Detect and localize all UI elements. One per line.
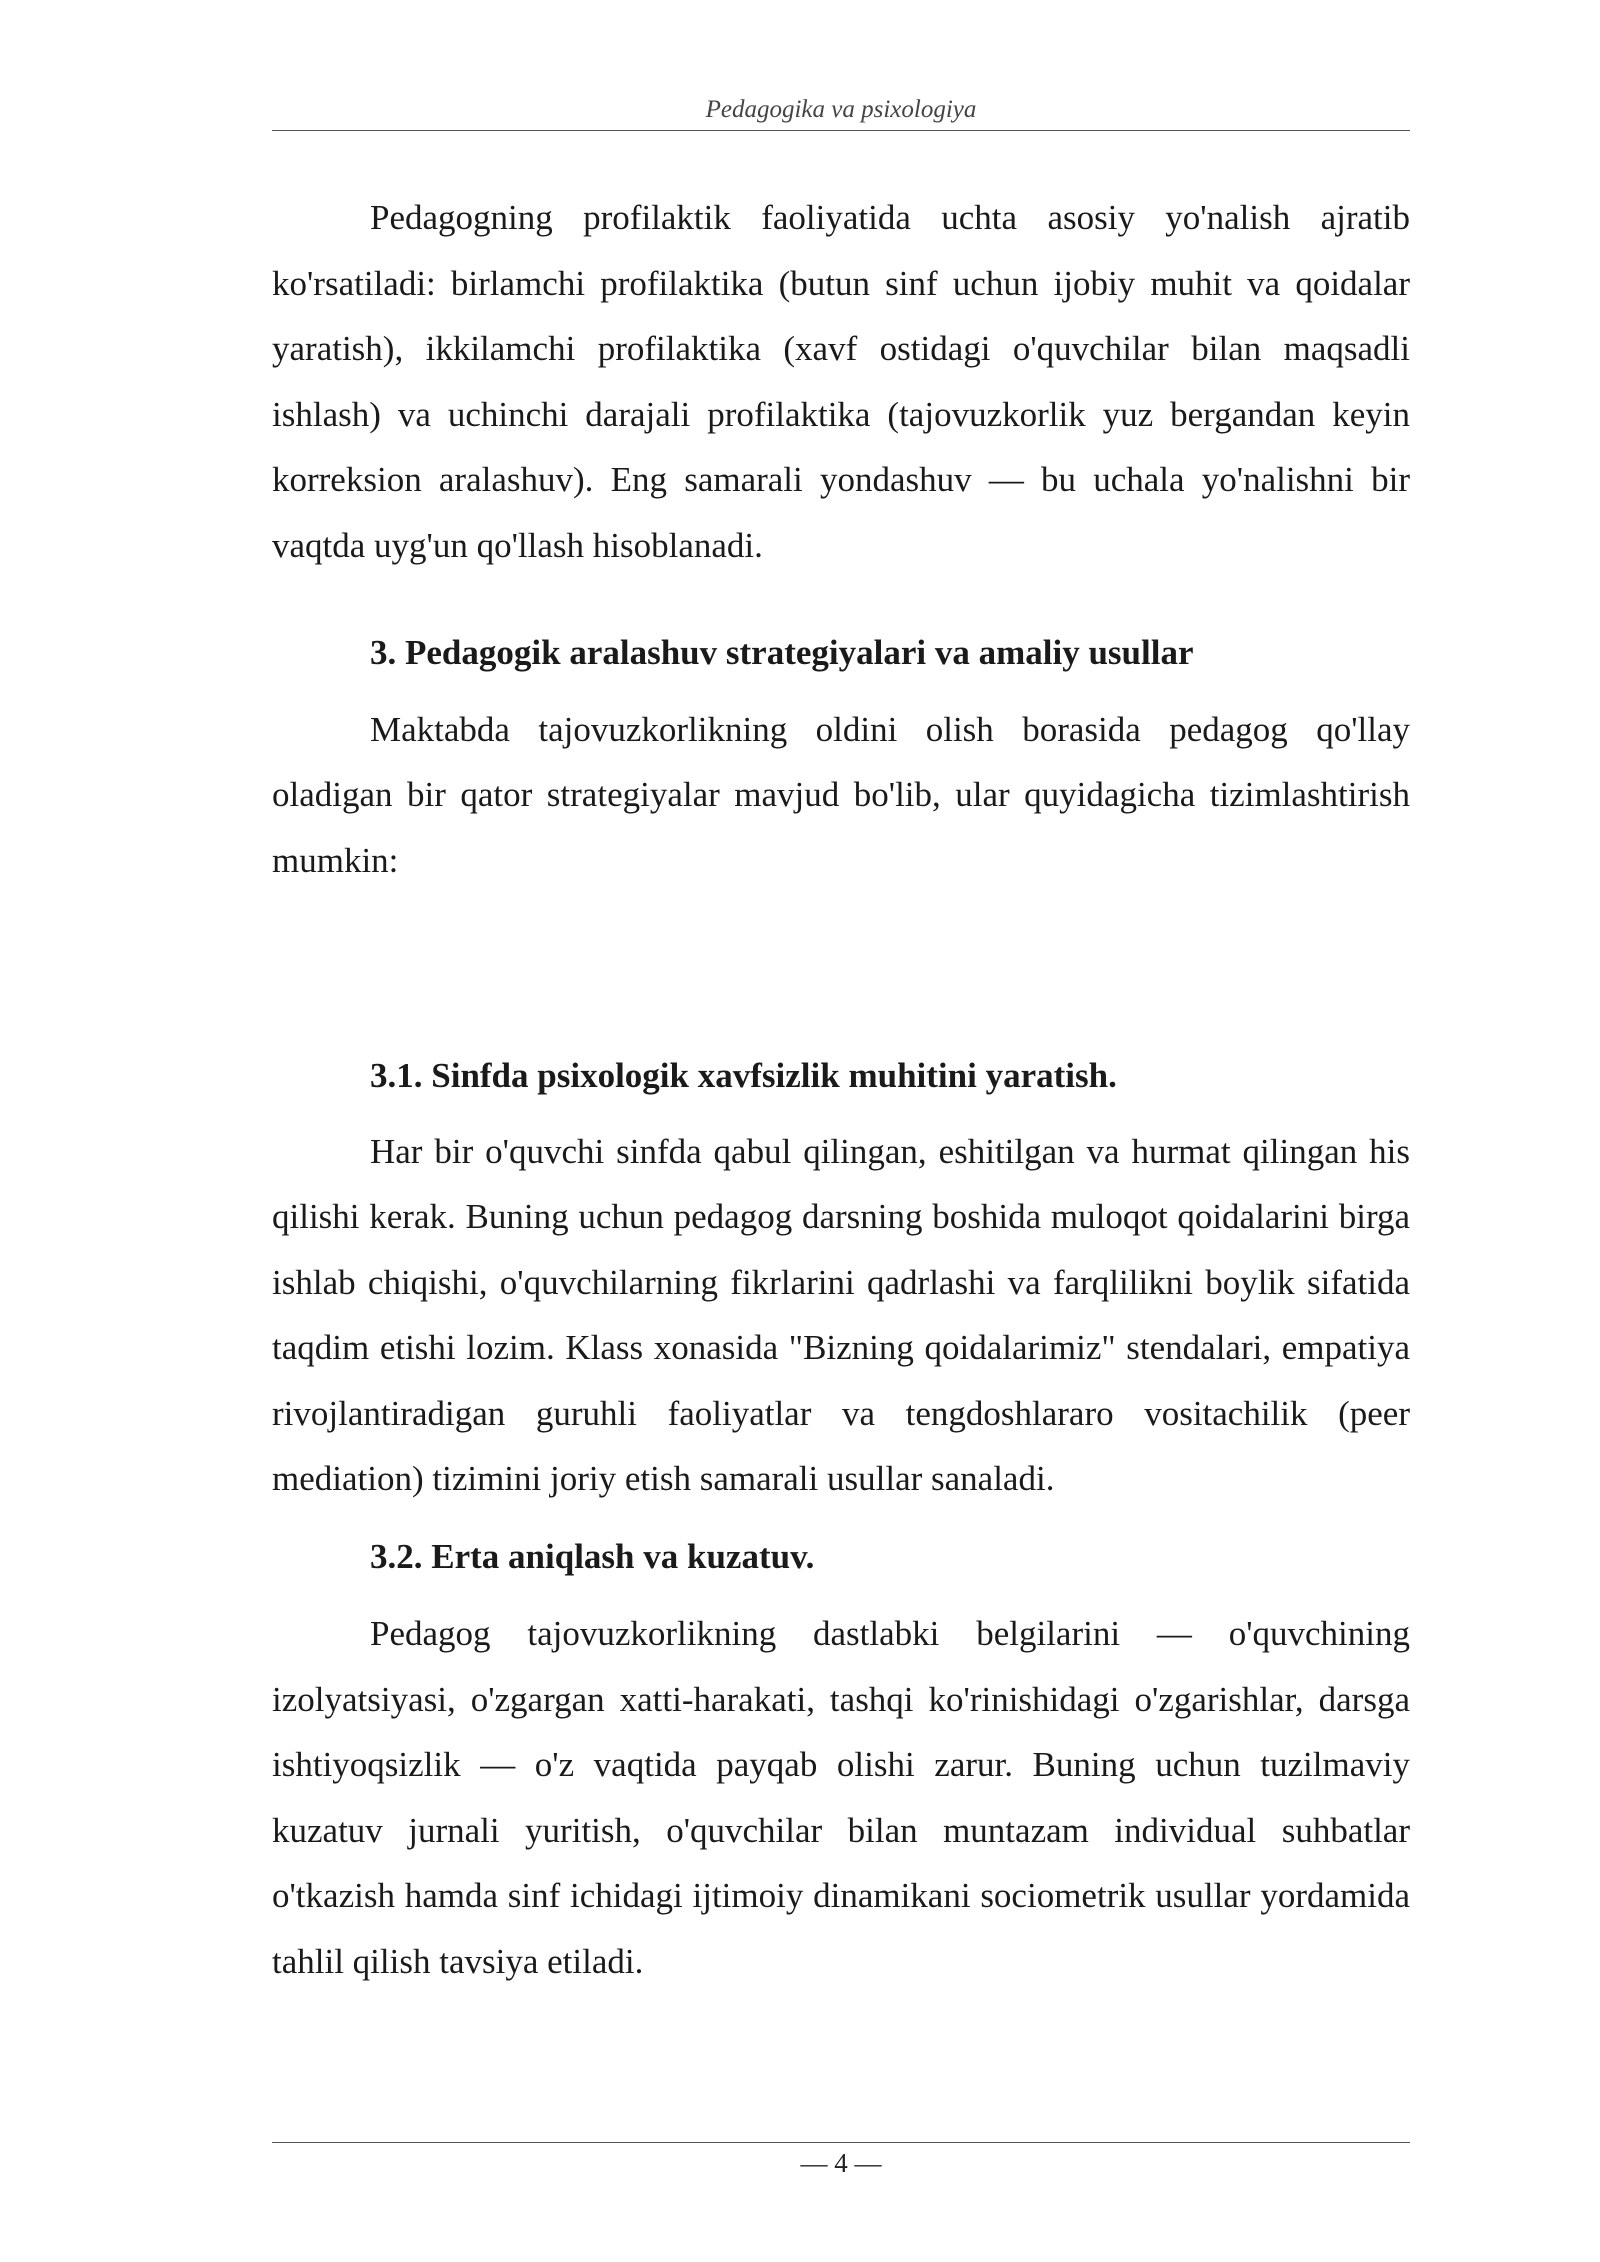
page-body	[272, 185, 1410, 1994]
section-3-1-heading: 3.1. Sinfda psixologik xavfsizlik muhitini yaratish.	[370, 1056, 1117, 1095]
footer-divider	[272, 2142, 1410, 2143]
running-header: Pedagogika va psixologiya	[705, 96, 977, 123]
header-divider	[272, 130, 1410, 131]
paragraph-safe-environment: Har bir o'quvchi sinfda qabul qilingan, eshitilgan va hurmat qilingan his qilishi kerak. Buning uchun pedagog darsning boshida muloqot qoidalarini birga ishlab chiqishi, o'quvchilarning fikrlarini qadrlashi va farqlilikni boylik sifatida taqdim etishi lozim. Klass xonasida "Bizning qoidalarimiz" stendalari, empatiya rivojlantiradigan guruhli faoliyatlar va tengdoshlararo vositachilik (peer mediation) tizimini joriy etish samarali usullar sanaladi.	[272, 1131, 1410, 1498]
paragraph-strategies-intro: Maktabda tajovuzkorlikning oldini olish borasida pedagog qo'llay oladigan bir qator strategiyalar mavjud bo'lib, ular quyidagicha tizimlashtirish mumkin:	[272, 709, 1410, 880]
page-number: — 4 —	[800, 2148, 882, 2178]
section-3-2-heading: 3.2. Erta aniqlash va kuzatuv.	[370, 1536, 815, 1576]
paragraph-early-detection: Pedagog tajovuzkorlikning dastlabki belgilarini — o'quvchining izolyatsiyasi, o'zgargan xatti-harakati, tashqi ko'rinishidagi o'zgarishlar, darsga ishtiyoqsizlik — o'z vaqtida payqab olishi zarur. Buning uchun tuzilmaviy kuzatuv jurnali yuritish, o'quvchilar bilan muntazam individual suhbatlar o'tkazish hamda sinf ichidagi ijtimoiy dinamikani sociometrik usullar yordamida tahlil qilish tavsiya etiladi.	[272, 1614, 1410, 1981]
section-3-heading: 3. Pedagogik aralashuv strategiyalari va amaliy usullar	[370, 633, 1194, 672]
paragraph-prophylaxis: Pedagogning profilaktik faoliyatida uchta asosiy yo'nalish ajratib ko'rsatiladi: birlamchi profilaktika (butun sinf uchun ijobiy muhit va qoidalar yaratish), ikkilamchi profilaktika (xavf ostidagi o'quvchilar bilan maqsadli ishlash) va uchinchi darajali profilaktika (tajovuzkorlik yuz bergandan keyin korreksion aralashuv). Eng samarali yondashuv — bu uchala yo'nalishni bir vaqtda uyg'un qo'llash hisoblanadi.	[272, 198, 1410, 565]
